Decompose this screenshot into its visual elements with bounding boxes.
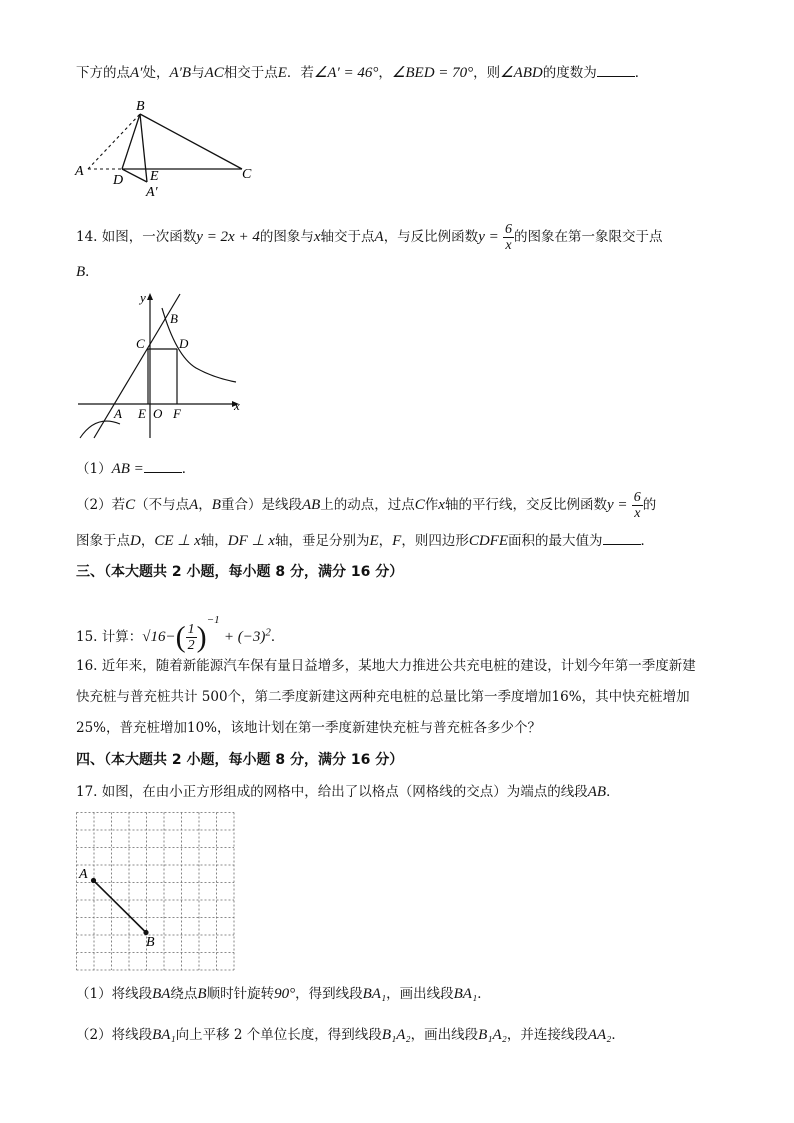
q14-text: ， bbox=[198, 497, 212, 513]
answer-blank[interactable] bbox=[144, 458, 182, 473]
label-y: y bbox=[140, 290, 146, 305]
point-A bbox=[91, 878, 96, 883]
q15-text: ． bbox=[270, 629, 285, 645]
left-paren: ( bbox=[175, 620, 186, 654]
q14-math: x bbox=[313, 229, 321, 245]
q17-math: 90° bbox=[274, 986, 296, 1002]
q14-part2-line1 bbox=[76, 488, 656, 522]
q14-text: 如图，一次函数 bbox=[101, 229, 197, 245]
q14-text: ，与反比例函数 bbox=[383, 229, 479, 245]
q17-line bbox=[76, 782, 620, 802]
q14-text: （1） bbox=[76, 461, 112, 477]
q14-text: 的 bbox=[642, 497, 657, 513]
fraction-numerator: 6 bbox=[633, 490, 641, 505]
label-A: A bbox=[75, 164, 84, 179]
q14-text: 图象于点 bbox=[76, 533, 130, 549]
segment-AB-dashed bbox=[88, 114, 140, 169]
label-E: E bbox=[150, 169, 159, 184]
question-number: 14. bbox=[76, 229, 98, 245]
q14-math: y = bbox=[606, 497, 628, 513]
q13-text: ，则 bbox=[473, 65, 501, 81]
q14-text: 重合）是线段 bbox=[220, 497, 302, 513]
q13-math: AC bbox=[204, 65, 224, 81]
q14-math: AB bbox=[301, 497, 321, 513]
q14-math: CDFE bbox=[468, 533, 508, 549]
label-B: B bbox=[170, 311, 178, 326]
label-B: B bbox=[136, 99, 145, 114]
q14-text: ． bbox=[85, 264, 99, 280]
q17-math: B₁A₂ bbox=[478, 1027, 507, 1043]
q14-text: （2）若 bbox=[76, 497, 126, 513]
q17-text: ． bbox=[611, 1027, 625, 1043]
q17-math: AA₂ bbox=[587, 1027, 612, 1043]
q17-math: BA₁ bbox=[453, 986, 478, 1002]
q14-text: 的图象与 bbox=[259, 229, 314, 245]
q14-math: x bbox=[438, 497, 445, 513]
q13-text: ， bbox=[378, 65, 392, 81]
q14-text: 轴交于点 bbox=[320, 229, 375, 245]
label-A: A bbox=[114, 406, 122, 421]
q15-text: 计算： bbox=[101, 629, 143, 645]
q13-text: 相交于点 bbox=[223, 65, 278, 81]
q13-text: 处， bbox=[142, 65, 170, 81]
q14-text: 的图象在第一象限交于点 bbox=[514, 229, 663, 245]
q17-text: ，得到线段 bbox=[295, 986, 363, 1002]
q17-text: 绕点 bbox=[170, 986, 198, 1002]
label-O: O bbox=[153, 406, 163, 421]
q14-math: A bbox=[374, 229, 384, 245]
q13-math: ∠BED = 70° bbox=[391, 65, 474, 81]
fraction-6-over-x bbox=[632, 490, 643, 521]
question-number: 15. bbox=[76, 629, 98, 645]
q14-math: y = bbox=[478, 229, 499, 245]
fraction-denominator: x bbox=[634, 506, 641, 521]
q14-math: y = 2x + 4 bbox=[196, 229, 260, 245]
q17-part2 bbox=[76, 1025, 625, 1045]
segment-BC bbox=[140, 114, 242, 169]
q14-text: ， bbox=[140, 533, 155, 549]
q17-grid-figure bbox=[76, 812, 234, 966]
q13-text: 下方的点 bbox=[76, 65, 130, 81]
q14-text: 轴的平行线，交反比例函数 bbox=[444, 497, 607, 513]
label-E: E bbox=[138, 406, 146, 421]
q13-math: E bbox=[277, 65, 287, 81]
q14-text: ． bbox=[640, 533, 654, 549]
label-F: F bbox=[173, 406, 181, 421]
q13-math: ∠A′ = 46° bbox=[313, 65, 379, 81]
q14-text: 轴，垂足分别为 bbox=[274, 533, 370, 549]
fraction-denominator: 2 bbox=[187, 638, 195, 653]
q14-math: F bbox=[392, 533, 402, 549]
answer-blank[interactable] bbox=[603, 530, 641, 545]
q17-text: ，并连接线段 bbox=[506, 1027, 588, 1043]
section-heading-4: 四、（本大题共 2 小题，每小题 8 分，满分 16 分） bbox=[76, 752, 404, 768]
label-C: C bbox=[242, 167, 252, 182]
q14-text-line-2 bbox=[76, 262, 99, 282]
q14-text: ， bbox=[378, 533, 393, 549]
fraction-6-over-x bbox=[503, 222, 514, 253]
hyperbola-arc-lower bbox=[80, 421, 120, 438]
label-B: B bbox=[146, 935, 155, 950]
q14-text: （不与点 bbox=[135, 497, 190, 513]
q17-text: （2）将线段 bbox=[76, 1027, 153, 1043]
q17-text: 17. 如图，在由小正方形组成的网格中，给出了以格点（网格线的交点）为端点的线段 bbox=[76, 784, 588, 800]
q14-text: ，则四边形 bbox=[401, 533, 469, 549]
q13-text-line bbox=[76, 62, 648, 83]
q14-text: 作 bbox=[424, 497, 439, 513]
segment-AB bbox=[94, 881, 147, 933]
q17-text: （1）将线段 bbox=[76, 986, 153, 1002]
right-paren: ) bbox=[196, 620, 207, 654]
q14-math: CE ⊥ x bbox=[154, 533, 201, 549]
q13-text: ．若 bbox=[286, 65, 314, 81]
q14-graph-figure bbox=[76, 290, 246, 440]
q14-math: C bbox=[125, 497, 136, 513]
section-heading-3: 三、（本大题共 2 小题，每小题 8 分，满分 16 分） bbox=[76, 564, 404, 580]
q14-text: 上的动点，过点 bbox=[320, 497, 415, 513]
q14-text-line bbox=[76, 222, 663, 252]
label-Aprime: A′ bbox=[146, 185, 158, 200]
label-D: D bbox=[179, 336, 189, 351]
q14-math: A bbox=[189, 497, 199, 513]
q15-math: √16 bbox=[142, 629, 166, 645]
fraction-numerator: 1 bbox=[187, 622, 195, 637]
q14-part2-line2 bbox=[76, 530, 654, 551]
q14-math: E bbox=[369, 533, 379, 549]
q17-text: ，画出线段 bbox=[386, 986, 454, 1002]
label-x: x bbox=[234, 398, 240, 413]
y-axis-arrow bbox=[147, 293, 153, 300]
q13-text: ． bbox=[634, 65, 649, 81]
q13-text: 的度数为 bbox=[542, 65, 597, 81]
q16-line1: 16. 近年来，随着新能源汽车保有量日益增多，某地大力推进公共充电桩的建设，计划今年第一季度新建 bbox=[76, 658, 696, 674]
grid-lines bbox=[77, 813, 235, 971]
q17-math: B₁A₂ bbox=[381, 1027, 411, 1043]
q14-text: ． bbox=[181, 461, 196, 477]
label-A: A bbox=[79, 867, 88, 882]
segment-BAprime bbox=[140, 114, 147, 182]
label-D: D bbox=[113, 173, 124, 188]
q14-text: 面积的最大值为 bbox=[508, 533, 603, 549]
q14-math: B bbox=[76, 264, 86, 280]
fraction-one-half bbox=[186, 622, 197, 653]
q17-part1 bbox=[76, 984, 491, 1004]
fraction-denominator: x bbox=[505, 238, 512, 253]
q15-math: + (−3) bbox=[223, 629, 266, 645]
q17-math: BA bbox=[152, 986, 171, 1002]
fraction-numerator: 6 bbox=[505, 222, 513, 237]
answer-blank[interactable] bbox=[597, 62, 635, 77]
q17-math: BA₁ bbox=[362, 986, 387, 1002]
q13-text: 与 bbox=[191, 65, 205, 81]
q13-triangle-figure bbox=[70, 96, 270, 200]
q13-math: A′B bbox=[169, 65, 192, 81]
q17-text: 向上平移 2 个单位长度，得到线段 bbox=[175, 1027, 382, 1043]
q13-math: ∠ABD bbox=[500, 65, 543, 81]
segment-DAprime bbox=[122, 169, 147, 182]
q17-text: 顺时针旋转 bbox=[206, 986, 275, 1002]
q17-math: BA₁ bbox=[152, 1027, 176, 1043]
segment-BD bbox=[122, 114, 140, 169]
linear-function-line bbox=[94, 294, 180, 438]
q16-line3: 25%，普充桩增加10%，该地计划在第一季度新建快充桩与普充桩各多少个？ bbox=[76, 720, 542, 736]
q17-text: ． bbox=[477, 986, 491, 1002]
q14-math: AB = bbox=[111, 461, 144, 477]
q17-text: ． bbox=[606, 784, 620, 800]
q14-math: DF ⊥ x bbox=[227, 533, 275, 549]
q17-math: AB bbox=[587, 784, 607, 800]
q14-text: 轴， bbox=[200, 533, 228, 549]
exponent: −1 bbox=[206, 614, 220, 626]
q17-math: B bbox=[197, 986, 207, 1002]
q15-math: − bbox=[165, 629, 176, 645]
q14-part1 bbox=[76, 458, 195, 479]
q16-line2: 快充桩与普充桩共计 500个，第二季度新建这两种充电桩的总量比第一季度增加16%，其中快充桩增加 bbox=[76, 689, 690, 705]
q17-text: ，画出线段 bbox=[410, 1027, 479, 1043]
label-C: C bbox=[136, 336, 145, 351]
q15-line bbox=[76, 598, 285, 654]
exponent: 2 bbox=[265, 626, 271, 639]
q14-math: B bbox=[211, 497, 221, 513]
q14-math: D bbox=[130, 533, 141, 549]
q13-math: A′ bbox=[130, 65, 143, 81]
q14-math: C bbox=[414, 497, 425, 513]
